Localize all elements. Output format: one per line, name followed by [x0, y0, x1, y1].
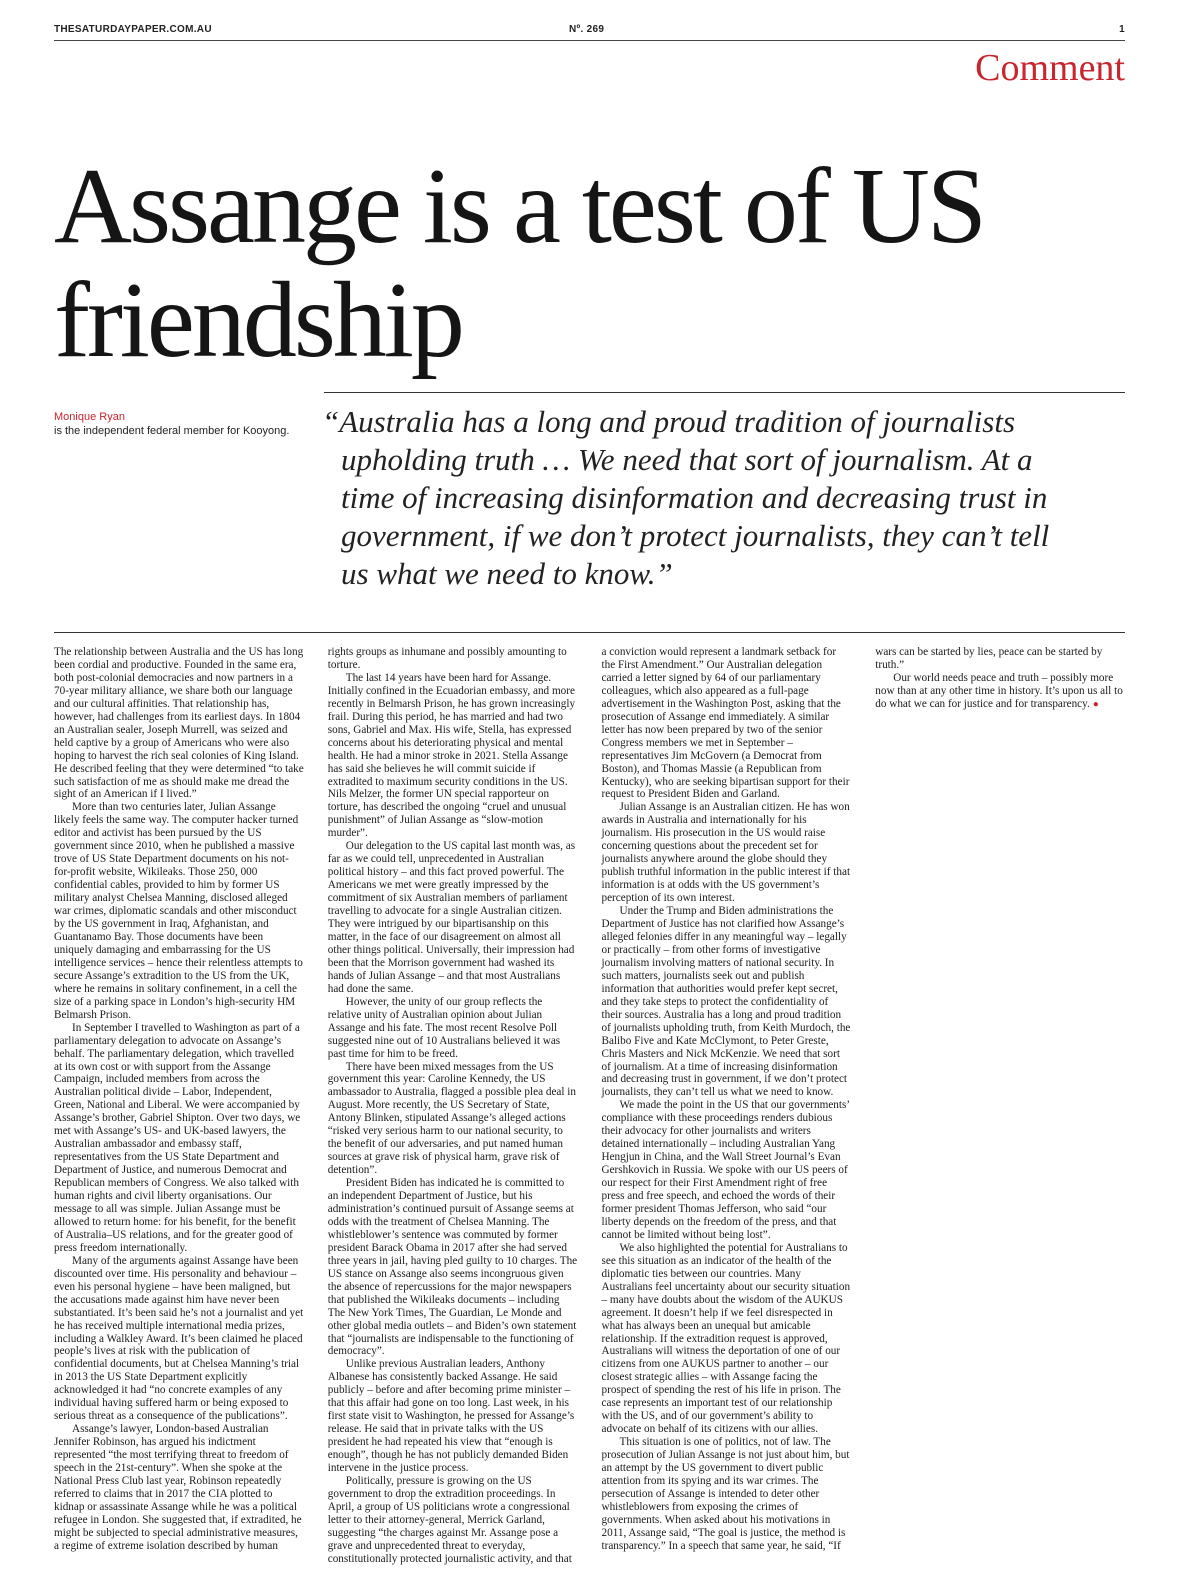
body-paragraph: This situation is one of politics, not of law. The prosecution of Julian Assange is not just about him, but an attempt by the US government to divert public attention from its spying and its war crimes. The persecution of Assange is intended to deter other whistleblowers from exposing the crimes of governments. When asked about his motivations in 2011, Assange said, “The goal is justice, the method is transparency.” In a speech that same year, he said, “If wars can be started by lies, peace can be started by truth.”	[601, 646, 1103, 1552]
top-rule	[54, 40, 1125, 41]
body-paragraph: Julian Assange is an Australian citizen. He has won awards in Australia and internationally for his journalism. His prosecution in the US would raise concerning questions about the precedent set for journalists anywhere around the globe should they publish truthful information in the public interest if that information is at odds with the US government’s perception of its own interest.	[601, 801, 851, 905]
pull-quote-line: “Australia has a long and proud tradition of journalists	[322, 404, 1016, 439]
body-paragraph: More than two centuries later, Julian Assange likely feels the same way. The computer hacker turned editor and activist has been pursued by the US government since 2010, when he published a massive trove of US State Department documents on his not-for-profit website, Wikileaks. Those 250, 000 confidential cables, provided to him by former US military analyst Chelsea Manning, disclosed alleged war crimes, diplomatic scandals and other misconduct by the US government in Iraq, Afghanistan, and Guantanamo Bay. Those documents have been uniquely damaging and embarrassing for the US intelligence services – hence their relentless attempts to secure Assange’s extradition to the US from the UK, where he remains in solitary confinement, in a cell the size of a parking space in London’s high-security HM Belmarsh Prison.	[54, 801, 303, 1021]
issue-number: Nº. 269	[569, 24, 605, 35]
body-paragraph: President Biden has indicated he is committed to an independent Department of Justice, but his administration’s continued pursuit of Assange seems at odds with the treatment of Chelsea Manning. The whistleblower’s sentence was commuted by former president Barack Obama in 2017 after she had served three years in jail, having pled guilty to 10 charges. The US stance on Assange also seems incongruous given the absence of repercussions for the major newspapers that published the Wikileaks documents – including The New York Times, The Guardian, Le Monde and other global media outlets – and Biden’s own statement that “journalists are indispensable to the functioning of democracy”.	[327, 1177, 578, 1358]
body-paragraph-last	[875, 672, 1125, 712]
body-paragraph: Under the Trump and Biden administrations the Department of Justice has not clarified how Assange’s alleged felonies differ in any meaningful way – legally or practically – from other forms of investigative journalism involving matters of national security. In such matters, journalists seek out and publish information that authorities would prefer kept secret, and they take steps to protect the confidentiality of their sources. Australia has a long and proud tradition of journalists upholding truth, from Keith Murdoch, the Balibo Five and Kate McClymont, to Peter Greste, Chris Masters and Nick McKenzie. We need that sort of journalism. At a time of increasing disinformation and decreasing trust in government, if we don’t protect journalists, they can’t tell us what we need to know.	[601, 905, 851, 1099]
pull-quote	[322, 403, 1112, 593]
body-paragraph: There have been mixed messages from the US government this year: Caroline Kennedy, the US ambassador to Australia, flagged a possible plea deal in August. More recently, the US Secretary of State, Antony Blinken, stipulated Assange’s alleged actions “risked very serious harm to our national security, to the benefit of our adversaries, and put named human sources at grave risk of physical harm, grave risk of detention”.	[327, 1060, 576, 1177]
end-mark-icon: ●	[1092, 698, 1099, 710]
author-name: Monique Ryan	[54, 411, 125, 423]
body-paragraph: The relationship between Australia and the US has long been cordial and productive. Founded in the same era, both post-colonial democracies and now partners in a 70-year military alliance, we share both our language and our cultural affinities. That relationship has, however, had challenges from its earliest days. In 1804 an Australian sealer, Joseph Murrell, was seized and held captive by a group of Americans who were also hoping to harvest the rich seal colonies of King Island. He described feeling that they were determined “to take such satisfaction of me as should make me dread the sight of an American if I lived.”	[54, 646, 304, 801]
body-paragraph: Assange’s lawyer, London-based Australian Jennifer Robinson, has argued his indictment represented “the most terrifying threat to freedom of speech in the 21st-century”. When she spoke at the National Press Club last year, Robinson repeatedly referred to claims that in 2017 the CIA plotted to kidnap or assassinate Assange while he was a political refugee in London. She suggested that, if extradited, he might be subjected to special administrative measures, a regime of extreme isolation described by human rights groups as inhumane and possibly amounting to torture.	[54, 646, 567, 1552]
site-url[interactable]: THESATURDAYPAPER.COM.AU	[54, 24, 212, 35]
article-body	[54, 646, 1125, 1576]
body-rule	[54, 632, 1125, 633]
body-paragraph: However, the unity of our group reflects the relative unity of Australian opinion about Julian Assange and his fate. The most recent Resolve Poll suggested nine out of 10 Australians believed it was past time for him to be freed.	[327, 995, 561, 1060]
body-paragraph: Unlike previous Australian leaders, Anthony Albanese has consistently backed Assange. He said publicly – before and after becoming prime minister – that this affair had gone on too long. Last week, in his first state visit to Washington, he pressed for Assange’s release. He said that in private talks with the US president he had repeated his view that “enough is enough”, though he has not publicly demanded Biden intervene in the justice process.	[327, 1358, 575, 1475]
body-paragraph: We also highlighted the potential for Australians to see this situation as an indicator of the health of the diplomatic ties between our countries. Many Australians feel uncertainty about our security situation – many have doubts about the wisdom of the AUKUS agreement. It doesn’t help if we feel disrespected in what has always been an unequal but amicable relationship. If the extradition request is approved, Australians will witness the deportation of one of our citizens from one AUKUS partner to another – our closest strategic allies – with Assange facing the prospect of spending the rest of his life in prison. The case represents an important test of our relationship with the US, and of our government’s ability to advocate on behalf of its citizens with our allies.	[601, 1241, 851, 1436]
body-paragraph: Many of the arguments against Assange have been discounted over time. His personality and behaviour – even his personal hygiene – have been maligned, but the accusations made against him have never been substantiated. It’s been said he’s not a journalist and yet he has received multiple international media prizes, including a Walkley Award. It’s been claimed he placed people’s lives at risk with the publication of confidential documents, but at Chelsea Manning’s trial in 2013 the US State Department explicitly acknowledged it had “no concrete examples of any individual having suffered harm or being exposed to serious threat as a consequence of the publications”.	[54, 1254, 304, 1423]
pull-quote-line: government, if we don’t protect journalists, they can’t tell	[341, 518, 1050, 553]
headline-rule	[324, 392, 1125, 393]
pull-quote-line: upholding truth … We need that sort of journalism. At a	[341, 442, 1033, 477]
final-paragraph-text: Our world needs peace and truth – possibly more now than at any other time in history. It’s upon us all to do what we can for justice and for transparency.	[875, 671, 1123, 710]
body-paragraph: Politically, pressure is growing on the US government to drop the extradition proceedings. In April, a group of US politicians wrote a congressional letter to their attorney-general, Merrick Garland, suggesting “the charges against Mr. Assange pose a grave and unprecedented threat to everyday, constitutionally protected journalistic activity, and that a conviction would represent a landmark setback for the First Amendment.” Our Australian delegation carried a letter signed by 64 of our parliamentary colleagues, which also appeared as a full-page advertisement in the Washington Post, asking that the prosecution of Assange end immediately. A similar letter has now been prepared by two of the senior Congress members we met in September – representatives Jim McGovern (a Democrat from Boston), and Thomas Massie (a Republican from Kentucky), who are seeking bipartisan support for their request to President Biden and Garland.	[327, 646, 850, 1565]
page-number: 1	[1119, 24, 1125, 35]
headline: Assange is a test of US friendship	[54, 147, 984, 380]
byline	[54, 410, 294, 438]
body-paragraph: In September I travelled to Washington as part of a parliamentary delegation to advocate on Assange’s behalf. The parliamentary delegation, which travelled at its own cost or with support from the Assange Campaign, included members from across the Australian political divide – Labor, Independent, Green, National and Liberal. We were accompanied by Assange’s brother, Gabriel Shipton. Over two days, we met with Assange’s US- and UK-based lawyers, the Australian ambassador and embassy staff, representatives from the US State Department and Department of Justice, and numerous Democrat and Republican members of Congress. We also talked with human rights and civil liberty organisations. Our message to all was simple. Julian Assange must be allowed to return home: for his benefit, for the benefit of Australia–US relations, and for the greater good of press freedom internationally.	[54, 1021, 301, 1254]
body-paragraph: We made the point in the US that our governments’ compliance with these proceedings renders dubious their advocacy for other journalists and writers detained internationally – including Australian Yang Hengjun in China, and the Wall Street Journal’s Evan Gershkovich in Russia. We spoke with our US peers of our respect for their First Amendment right of free press and free speech, and echoed the words of their former president Thomas Jefferson, who said “our liberty depends on the freedom of the press, and that cannot be limited without being lost”.	[601, 1099, 850, 1241]
pull-quote-line: us what we need to know.”	[341, 556, 673, 591]
body-paragraph: The last 14 years have been hard for Assange. Initially confined in the Ecuadorian embassy, and more recently in Belmarsh Prison, he has grown increasingly frail. During this period, he has married and had two sons, Gabriel and Max. His wife, Stella, has expressed concerns about his deteriorating physical and mental health. He had a minor stroke in 2021. Stella Assange has said she believes he will commit suicide if extradited to maximum security conditions in the US. Nils Melzer, the former UN special rapporteur on torture, has described the ongoing “cruel and unusual punishment” of Julian Assange as “slow-motion murder”.	[327, 671, 576, 840]
section-label: Comment	[975, 47, 1125, 89]
body-paragraph: Our delegation to the US capital last month was, as far as we could tell, unprecedented in Australian political history – and this fact proved powerful. The Americans we met were greatly impressed by the commitment of six Australian members of parliament travelling to advocate for a single Australian citizen. They were intrigued by our bipartisanship on this matter, in the face of our disagreement on almost all other things political. Universally, their impression had been that the Morrison government had washed its hands of Julian Assange – and that most Australians had done the same.	[327, 840, 576, 995]
masthead-bar	[54, 24, 1125, 40]
pull-quote-line: time of increasing disinformation and decreasing trust in	[341, 480, 1048, 515]
author-bio: is the independent federal member for Kooyong.	[54, 425, 290, 437]
